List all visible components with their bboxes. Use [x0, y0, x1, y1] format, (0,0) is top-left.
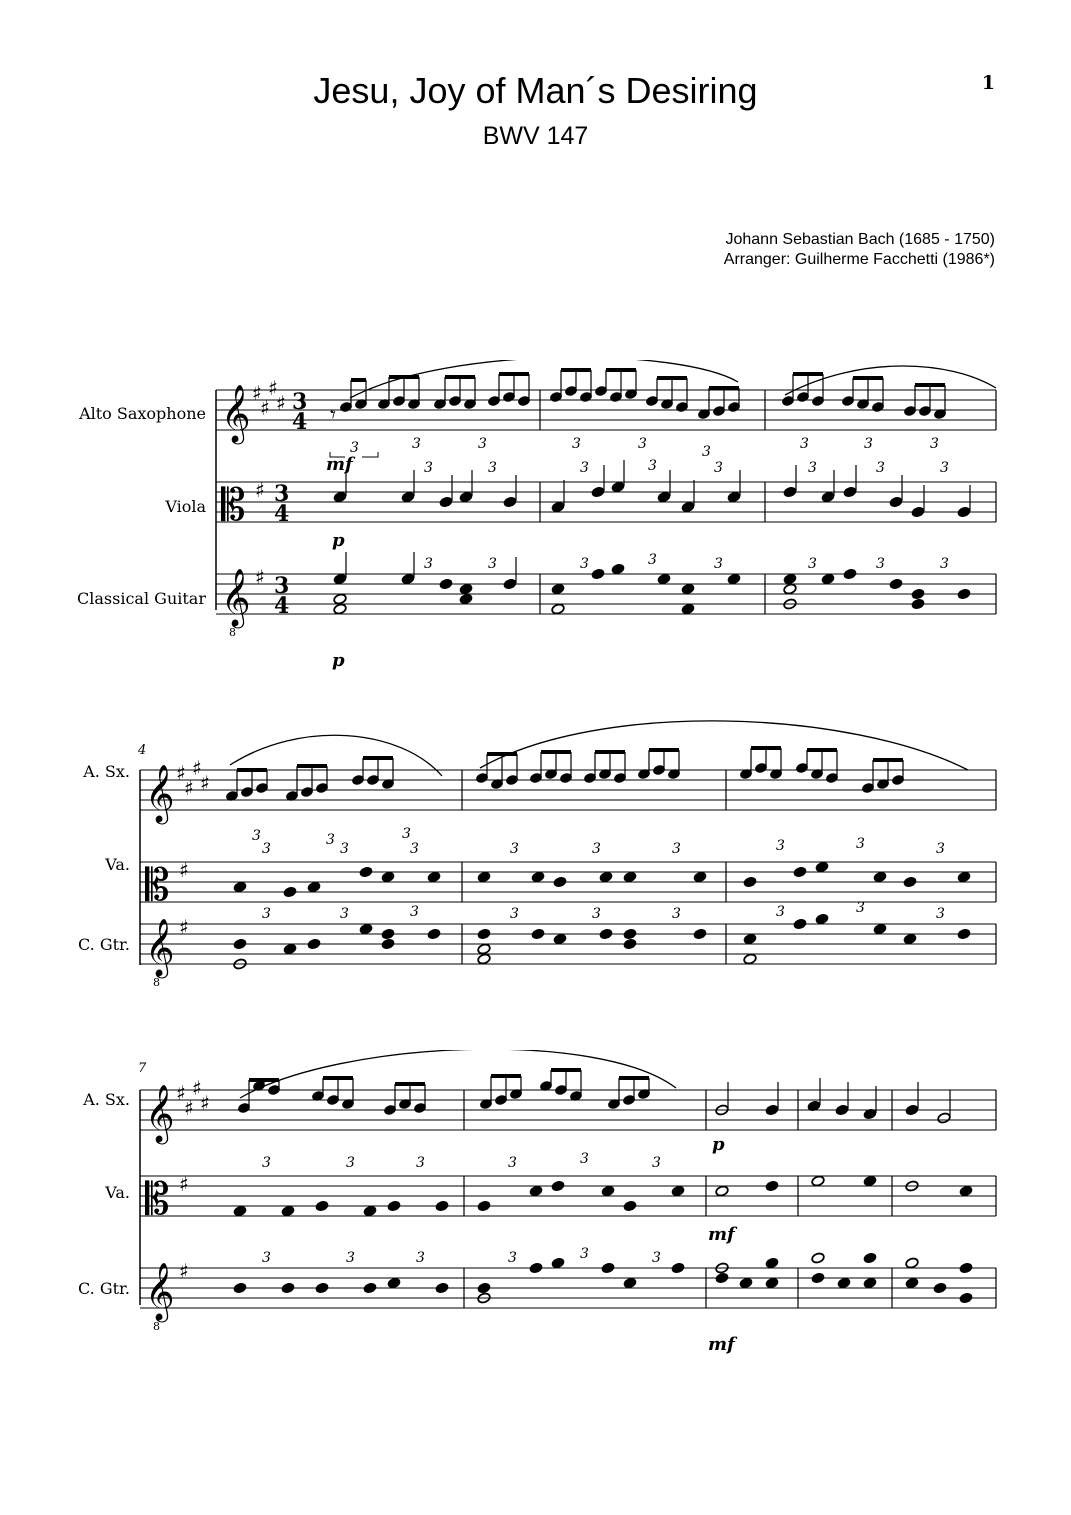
dynamic-guitar-start: p: [332, 650, 345, 671]
alto-clef-viola: 𝄡: [221, 480, 246, 531]
svg-text:3: 3: [580, 1151, 589, 1167]
svg-text:3: 3: [800, 436, 809, 452]
svg-text:♯: ♯: [200, 1091, 210, 1115]
svg-text:3: 3: [424, 460, 433, 476]
svg-text:3: 3: [292, 389, 308, 415]
svg-text:♯: ♯: [179, 1172, 189, 1196]
svg-text:3: 3: [856, 836, 865, 852]
sax-tuplets-m1: [350, 436, 487, 456]
svg-text:4: 4: [292, 409, 308, 435]
treble-clef-sax: 𝄞: [221, 384, 251, 442]
arranger: Arranger: Guilherme Facchetti (1986*): [723, 251, 995, 268]
sax-measures-4-6: [225, 748, 904, 802]
score-title: Jesu, Joy of Man´s Desiring: [313, 70, 758, 111]
svg-text:3: 3: [508, 1155, 517, 1171]
sax-measures-9-11: [715, 1078, 951, 1124]
svg-text:3: 3: [776, 838, 785, 854]
svg-text:3: 3: [410, 904, 419, 920]
svg-text:3: 3: [424, 556, 433, 572]
svg-text:♯: ♯: [176, 761, 186, 785]
svg-text:3: 3: [592, 906, 601, 922]
svg-text:3: 3: [510, 841, 519, 857]
svg-text:3: 3: [936, 841, 945, 857]
treble-clef-guitar: 𝄞: [221, 568, 251, 626]
measure-number-7: 7: [138, 1061, 147, 1076]
svg-text:3: 3: [488, 556, 497, 572]
svg-text:3: 3: [580, 556, 589, 572]
svg-text:𝄞: 𝄞: [145, 918, 175, 976]
svg-text:3: 3: [262, 1250, 271, 1266]
dynamic-sax-start: mf: [326, 454, 353, 475]
svg-text:3: 3: [776, 904, 785, 920]
svg-text:3: 3: [714, 460, 723, 476]
svg-text:3: 3: [876, 460, 885, 476]
label-alto-saxophone: Alto Saxophone: [79, 404, 206, 423]
system-2: [0, 710, 1071, 1010]
staff-guitar: [216, 574, 996, 614]
svg-text:♯: ♯: [268, 376, 278, 400]
svg-text:3: 3: [340, 841, 349, 857]
svg-text:3: 3: [940, 556, 949, 572]
svg-text:♯: ♯: [184, 1096, 194, 1120]
svg-text:3: 3: [808, 460, 817, 476]
sax-measures-7-8: [237, 1070, 650, 1116]
dynamic-viola-start: p: [332, 530, 345, 551]
system-3: [0, 1050, 1071, 1370]
svg-text:3: 3: [346, 1155, 355, 1171]
composer: Johann Sebastian Bach (1685 - 1750): [725, 231, 995, 248]
svg-text:3: 3: [580, 460, 589, 476]
label-va-2: Va.: [105, 855, 130, 874]
svg-text:3: 3: [402, 826, 411, 842]
sax-tuplets-m2: [572, 436, 711, 460]
page-number: 1: [981, 72, 995, 94]
svg-text:𝄡: 𝄡: [145, 860, 170, 911]
svg-text:3: 3: [702, 444, 711, 460]
svg-text:3: 3: [274, 481, 290, 507]
system-1: [0, 360, 1071, 680]
svg-text:3: 3: [510, 906, 519, 922]
staff-viola: [216, 482, 996, 522]
svg-text:♯: ♯: [200, 771, 210, 795]
svg-text:3: 3: [488, 460, 497, 476]
svg-text:3: 3: [410, 841, 419, 857]
label-c-gtr-2: C. Gtr.: [77, 935, 130, 954]
measure-number-4: 4: [138, 743, 147, 758]
svg-text:3: 3: [672, 841, 681, 857]
svg-text:3: 3: [326, 832, 335, 848]
svg-text:𝄾: 𝄾: [330, 403, 336, 428]
svg-text:3: 3: [508, 1250, 517, 1266]
dynamic-guitar-m9: mf: [708, 1334, 735, 1355]
guitar-tuplets: [424, 552, 949, 572]
key-sig-sax: [252, 376, 286, 420]
svg-text:3: 3: [262, 1155, 271, 1171]
svg-text:3: 3: [416, 1250, 425, 1266]
label-a-sx-2: A. Sx.: [83, 762, 130, 781]
svg-text:3: 3: [416, 1155, 425, 1171]
svg-text:𝄞: 𝄞: [145, 1262, 175, 1320]
svg-text:3: 3: [592, 841, 601, 857]
svg-text:3: 3: [864, 436, 873, 452]
key-sig-viola: ♯: [255, 478, 265, 502]
svg-text:♯: ♯: [276, 391, 286, 415]
svg-text:𝄡: 𝄡: [145, 1174, 170, 1225]
sax-measure-3: [781, 374, 946, 420]
svg-text:8: 8: [153, 976, 160, 989]
svg-text:3: 3: [340, 906, 349, 922]
svg-text:3: 3: [274, 573, 290, 599]
svg-text:3: 3: [478, 436, 487, 452]
dynamic-viola-m9: mf: [708, 1224, 735, 1245]
svg-text:3: 3: [930, 436, 939, 452]
sax-tuplets-m3: [800, 436, 939, 452]
svg-text:3: 3: [412, 436, 421, 452]
svg-text:8: 8: [153, 1320, 160, 1333]
svg-text:3: 3: [648, 458, 657, 474]
label-c-gtr-3: C. Gtr.: [77, 1279, 130, 1298]
svg-text:3: 3: [346, 1250, 355, 1266]
svg-text:3: 3: [262, 906, 271, 922]
svg-text:3: 3: [808, 556, 817, 572]
svg-text:3: 3: [652, 1250, 661, 1266]
svg-text:3: 3: [856, 900, 865, 916]
svg-text:3: 3: [638, 436, 647, 452]
svg-text:3: 3: [940, 460, 949, 476]
svg-text:3: 3: [876, 556, 885, 572]
svg-text:𝄞: 𝄞: [145, 1084, 175, 1142]
svg-text:3: 3: [652, 1155, 661, 1171]
svg-text:4: 4: [274, 501, 290, 527]
svg-text:3: 3: [350, 440, 359, 456]
svg-text:𝄞: 𝄞: [145, 764, 175, 822]
label-viola: Viola: [165, 497, 206, 516]
svg-text:4: 4: [274, 593, 290, 619]
clef-octave-8: 8: [229, 626, 236, 639]
svg-text:♯: ♯: [179, 915, 189, 939]
svg-text:♯: ♯: [179, 1259, 189, 1283]
key-sig-guitar: ♯: [255, 565, 265, 589]
svg-text:3: 3: [936, 906, 945, 922]
svg-text:♯: ♯: [252, 381, 262, 405]
svg-text:♯: ♯: [179, 858, 189, 882]
svg-text:♯: ♯: [192, 1076, 202, 1100]
slur-sax-2: [785, 366, 996, 395]
sax-measure-2: [549, 370, 740, 420]
svg-text:3: 3: [672, 906, 681, 922]
svg-text:3: 3: [252, 828, 261, 844]
score-subtitle: BWV 147: [482, 122, 589, 150]
svg-text:♯: ♯: [260, 396, 270, 420]
svg-text:♯: ♯: [192, 756, 202, 780]
svg-text:3: 3: [262, 841, 271, 857]
svg-text:3: 3: [714, 556, 723, 572]
credits: [724, 230, 995, 270]
viola-tuplets: [424, 458, 949, 476]
svg-text:♯: ♯: [176, 1081, 186, 1105]
svg-text:3: 3: [572, 436, 581, 452]
dynamic-sax-m9: p: [712, 1134, 725, 1155]
label-va-3: Va.: [105, 1183, 130, 1202]
label-classical-guitar: Classical Guitar: [77, 589, 206, 608]
svg-text:♯: ♯: [184, 776, 194, 800]
svg-text:3: 3: [580, 1246, 589, 1262]
svg-text:3: 3: [648, 552, 657, 568]
label-a-sx-3: A. Sx.: [83, 1090, 130, 1109]
